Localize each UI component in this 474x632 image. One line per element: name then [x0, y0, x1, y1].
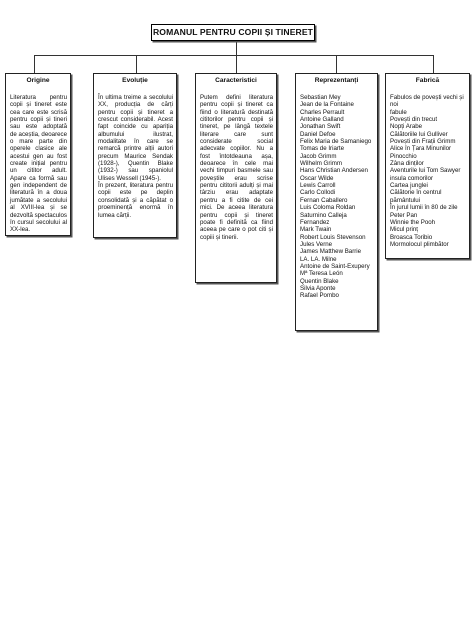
- column-heading: Origine: [26, 77, 50, 84]
- list-item: Jacob Grimm: [300, 152, 337, 160]
- list-item: Fabulos de povești vechi și noi: [390, 94, 464, 109]
- list-item: Cartea junglei: [390, 182, 428, 190]
- list-item: insula comorilor: [390, 174, 433, 182]
- representatives-list: [296, 88, 377, 302]
- list-item: Hans Christian Andersen: [300, 167, 368, 175]
- list-item: În jurul lumii în 80 de zile: [390, 204, 458, 212]
- list-item: fabule: [390, 108, 407, 116]
- column-body: [196, 88, 276, 243]
- list-item: Alice în Țara Minunilor: [390, 145, 452, 153]
- list-item: Călătoriile lui Gulliver: [390, 130, 448, 138]
- connector-caracteristici: [236, 55, 237, 73]
- list-item: Jules Verne: [300, 240, 333, 248]
- list-item: Peter Pan: [390, 211, 418, 219]
- works-list: [386, 88, 469, 250]
- column-heading: Caracteristici: [215, 77, 257, 84]
- paragraph: În ultima treime a secolului XX, producția de cărți pentru copii și tineret a crescut considerabil. Acest fapt coincide cu apariția albumului ilustrat, modalitate în care se remarcă printre alții autori precum Maurice Sendak (1928-), Quentin Blake (1932-) sau spaniolul Ulises Wessell (1945-).: [98, 94, 173, 182]
- list-item: Quentin Blake: [300, 277, 339, 285]
- list-item: Tomas de Iriarte: [300, 145, 345, 153]
- paragraph: Literatura pentru copii și tineret este cea care este scrisă pentru copii și tineri sau este adoptată de aceștia, deoarece o mare parte din operele clasice ale acestui gen au fost create inițial pentru un cititor adult. Apare ca formă sau gen independent de literatură în a doua jumătate a secolului al XVIII-lea și se dezvoltă spectaculos în cursul secolului al XX-lea.: [10, 94, 68, 234]
- list-item: Antoine de Saint-Exupery: [300, 262, 370, 270]
- list-item: Jonathan Swift: [300, 123, 341, 131]
- list-item: Mark Twain: [300, 226, 332, 234]
- list-item: Silvia Aponte: [300, 284, 336, 292]
- list-item: Mormolocul plimbător: [390, 240, 449, 248]
- list-item: Rafael Pombo: [300, 292, 339, 300]
- connector-reprezentanti: [336, 55, 337, 73]
- list-item: Zâna dinților: [390, 160, 424, 168]
- list-item: Mª Teresa León: [300, 270, 343, 278]
- list-item: Wilhelm Grimm: [300, 160, 342, 168]
- list-item: Sebastian Mey: [300, 94, 341, 101]
- list-item: Luis Coloma Roldan: [300, 204, 356, 212]
- list-item: Oscar Wilde: [300, 174, 334, 182]
- connector-origine: [34, 55, 35, 73]
- list-item: Charles Perrault: [300, 108, 345, 116]
- list-item: Povești din Frații Grimm: [390, 138, 456, 146]
- list-item: Robert Louis Stevenson: [300, 233, 366, 241]
- list-item: Saturnino Calleja Fernandez: [300, 211, 347, 226]
- column-heading: Reprezentanți: [314, 77, 359, 84]
- list-item: James Matthew Barrie: [300, 248, 362, 256]
- list-item: Winnie the Pooh: [390, 218, 436, 226]
- diagram-title: ROMANUL PENTRU COPII ȘI TINERET: [151, 24, 315, 41]
- connector-fabrica: [433, 55, 434, 73]
- paragraph: Putem defini literatura pentru copii și tineret ca fiind o literatură destinată cititorilor pentru copii și tineret, pe lângă textele literare care sunt considerate social adecvate copiilor. Nu a fost întotdeauna așa, deoarece în cele mai vechi timpuri basmele sau poveștile erau scrise pentru cititorii adulți și mai târziu erau adaptate pentru a fi citite de cei mici. De aceea literatura pentru copii și tineret poate fi definită ca fiind aceea pe care o pot citi și copiii și tinerii.: [200, 94, 273, 241]
- connector-evolutie: [136, 55, 137, 73]
- list-item: Aventurile lui Tom Sawyer: [390, 167, 461, 175]
- column-origine: [5, 73, 71, 236]
- list-item: LA. LA. Milne: [300, 255, 337, 263]
- column-heading: Fabrică: [415, 77, 440, 84]
- connector-trunk: [236, 42, 237, 55]
- column-body: [6, 88, 70, 236]
- list-item: Daniel Defoe: [300, 130, 336, 138]
- list-item: Micul prinț: [390, 226, 418, 234]
- list-item: Broasca Toribio: [390, 233, 433, 241]
- list-item: Antoine Galland: [300, 116, 344, 124]
- connector-horizontal: [34, 55, 434, 56]
- column-body: [94, 88, 176, 221]
- list-item: Nopți Arabe: [390, 123, 423, 131]
- list-item: Lewis Carroll: [300, 182, 336, 190]
- column-heading: Evoluție: [122, 77, 148, 84]
- list-item: Călătorie în centrul pământului: [390, 189, 442, 204]
- list-item: Jean de la Fontaine: [300, 101, 354, 109]
- column-evolutie: [93, 73, 177, 238]
- list-item: Felix Maria de Samaniego: [300, 138, 372, 146]
- list-item: Pinocchio: [390, 152, 417, 160]
- column-caracteristici: [195, 73, 277, 283]
- list-item: Carlo Collodi: [300, 189, 336, 197]
- list-item: Fernan Caballero: [300, 196, 348, 204]
- column-reprezentanti: [295, 73, 378, 331]
- paragraph: În prezent, literatura pentru copii este pe deplin consolidată și a căpătat o proeminență enormă în lumea cărții.: [98, 182, 173, 219]
- column-fabrica: [385, 73, 470, 259]
- list-item: Povești din trecut: [390, 116, 438, 124]
